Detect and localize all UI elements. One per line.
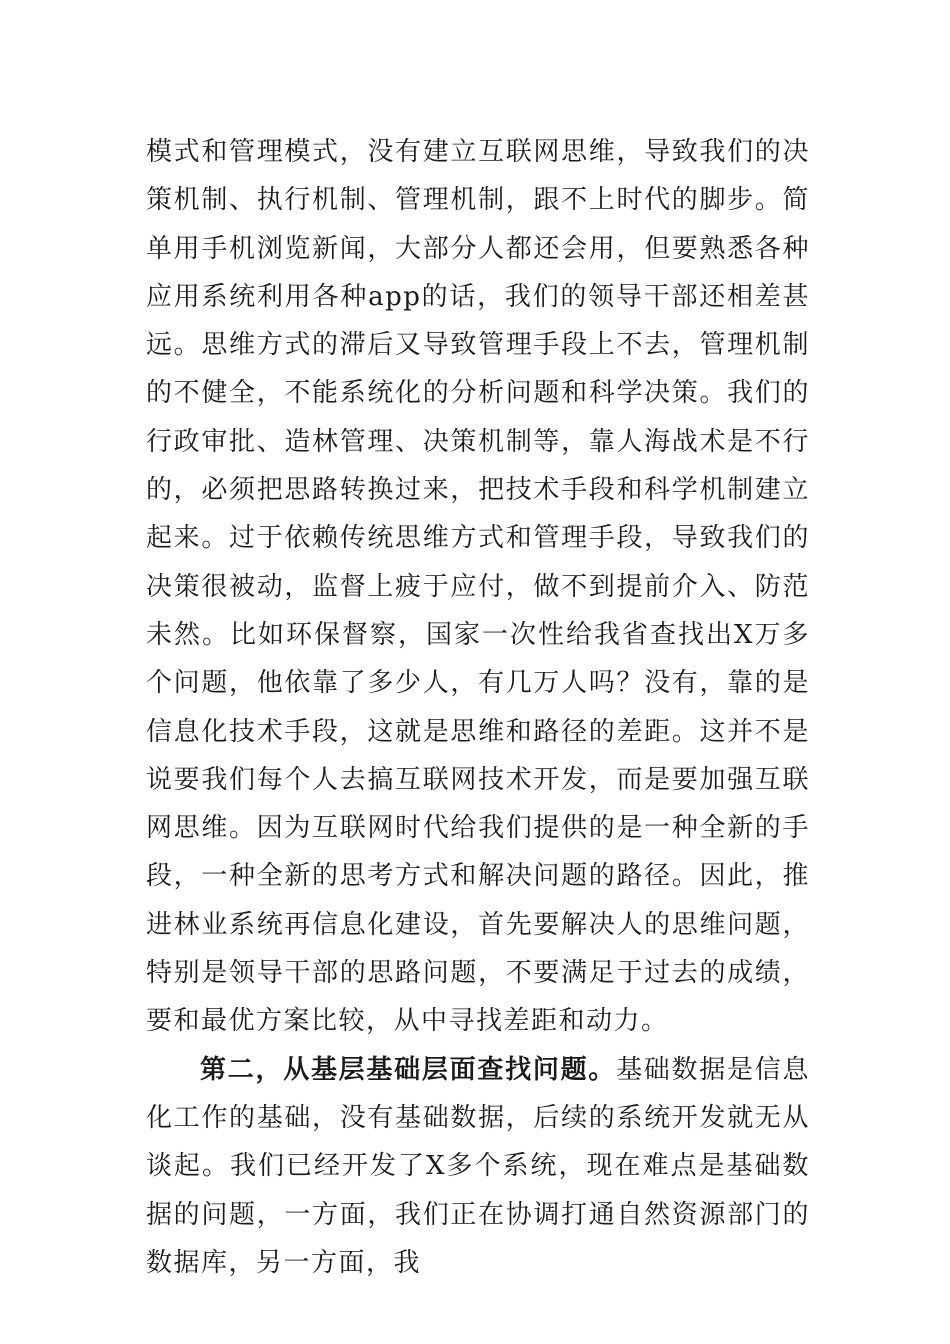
paragraph-second-point [146,1046,810,1287]
paragraph-body-text: 基础数据是信息化工作的基础，没有基础数据，后续的系统开发就无从谈起。我们已经开发了X多个系统，现在难点是基础数据的问题，一方面，我们正在协调打通自然资源部门的数据库，另一方面，我 [146,1054,810,1278]
document-body [146,128,810,1287]
paragraph-continuation: 模式和管理模式，没有建立互联网思维，导致我们的决策机制、执行机制、管理机制，跟不上时代的脚步。简单用手机浏览新闻，大部分人都还会用，但要熟悉各种应用系统利用各种app的话，我们的领导干部还相差甚远。思维方式的滞后又导致管理手段上不去，管理机制的不健全，不能系统化的分析问题和科学决策。我们的行政审批、造林管理、决策机制等，靠人海战术是不行的，必须把思路转换过来，把技术手段和科学机制建立起来。过于依赖传统思维方式和管理手段，导致我们的决策很被动，监督上疲于应付，做不到提前介入、防范未然。比如环保督察，国家一次性给我省查找出X万多个问题，他依靠了多少人，有几万人吗？没有，靠的是信息化技术手段，这就是思维和路径的差距。这并不是说要我们每个人去搞互联网技术开发，而是要加强互联网思维。因为互联网时代给我们提供的是一种全新的手段，一种全新的思考方式和解决问题的路径。因此，推进林业系统再信息化建设，首先要解决人的思维问题，特别是领导干部的思路问题，不要满足于过去的成绩，要和最优方案比较，从中寻找差距和动力。 [146,137,810,1037]
paragraph-lead-heading: 第二，从基层基础层面查找问题。 [200,1054,617,1085]
